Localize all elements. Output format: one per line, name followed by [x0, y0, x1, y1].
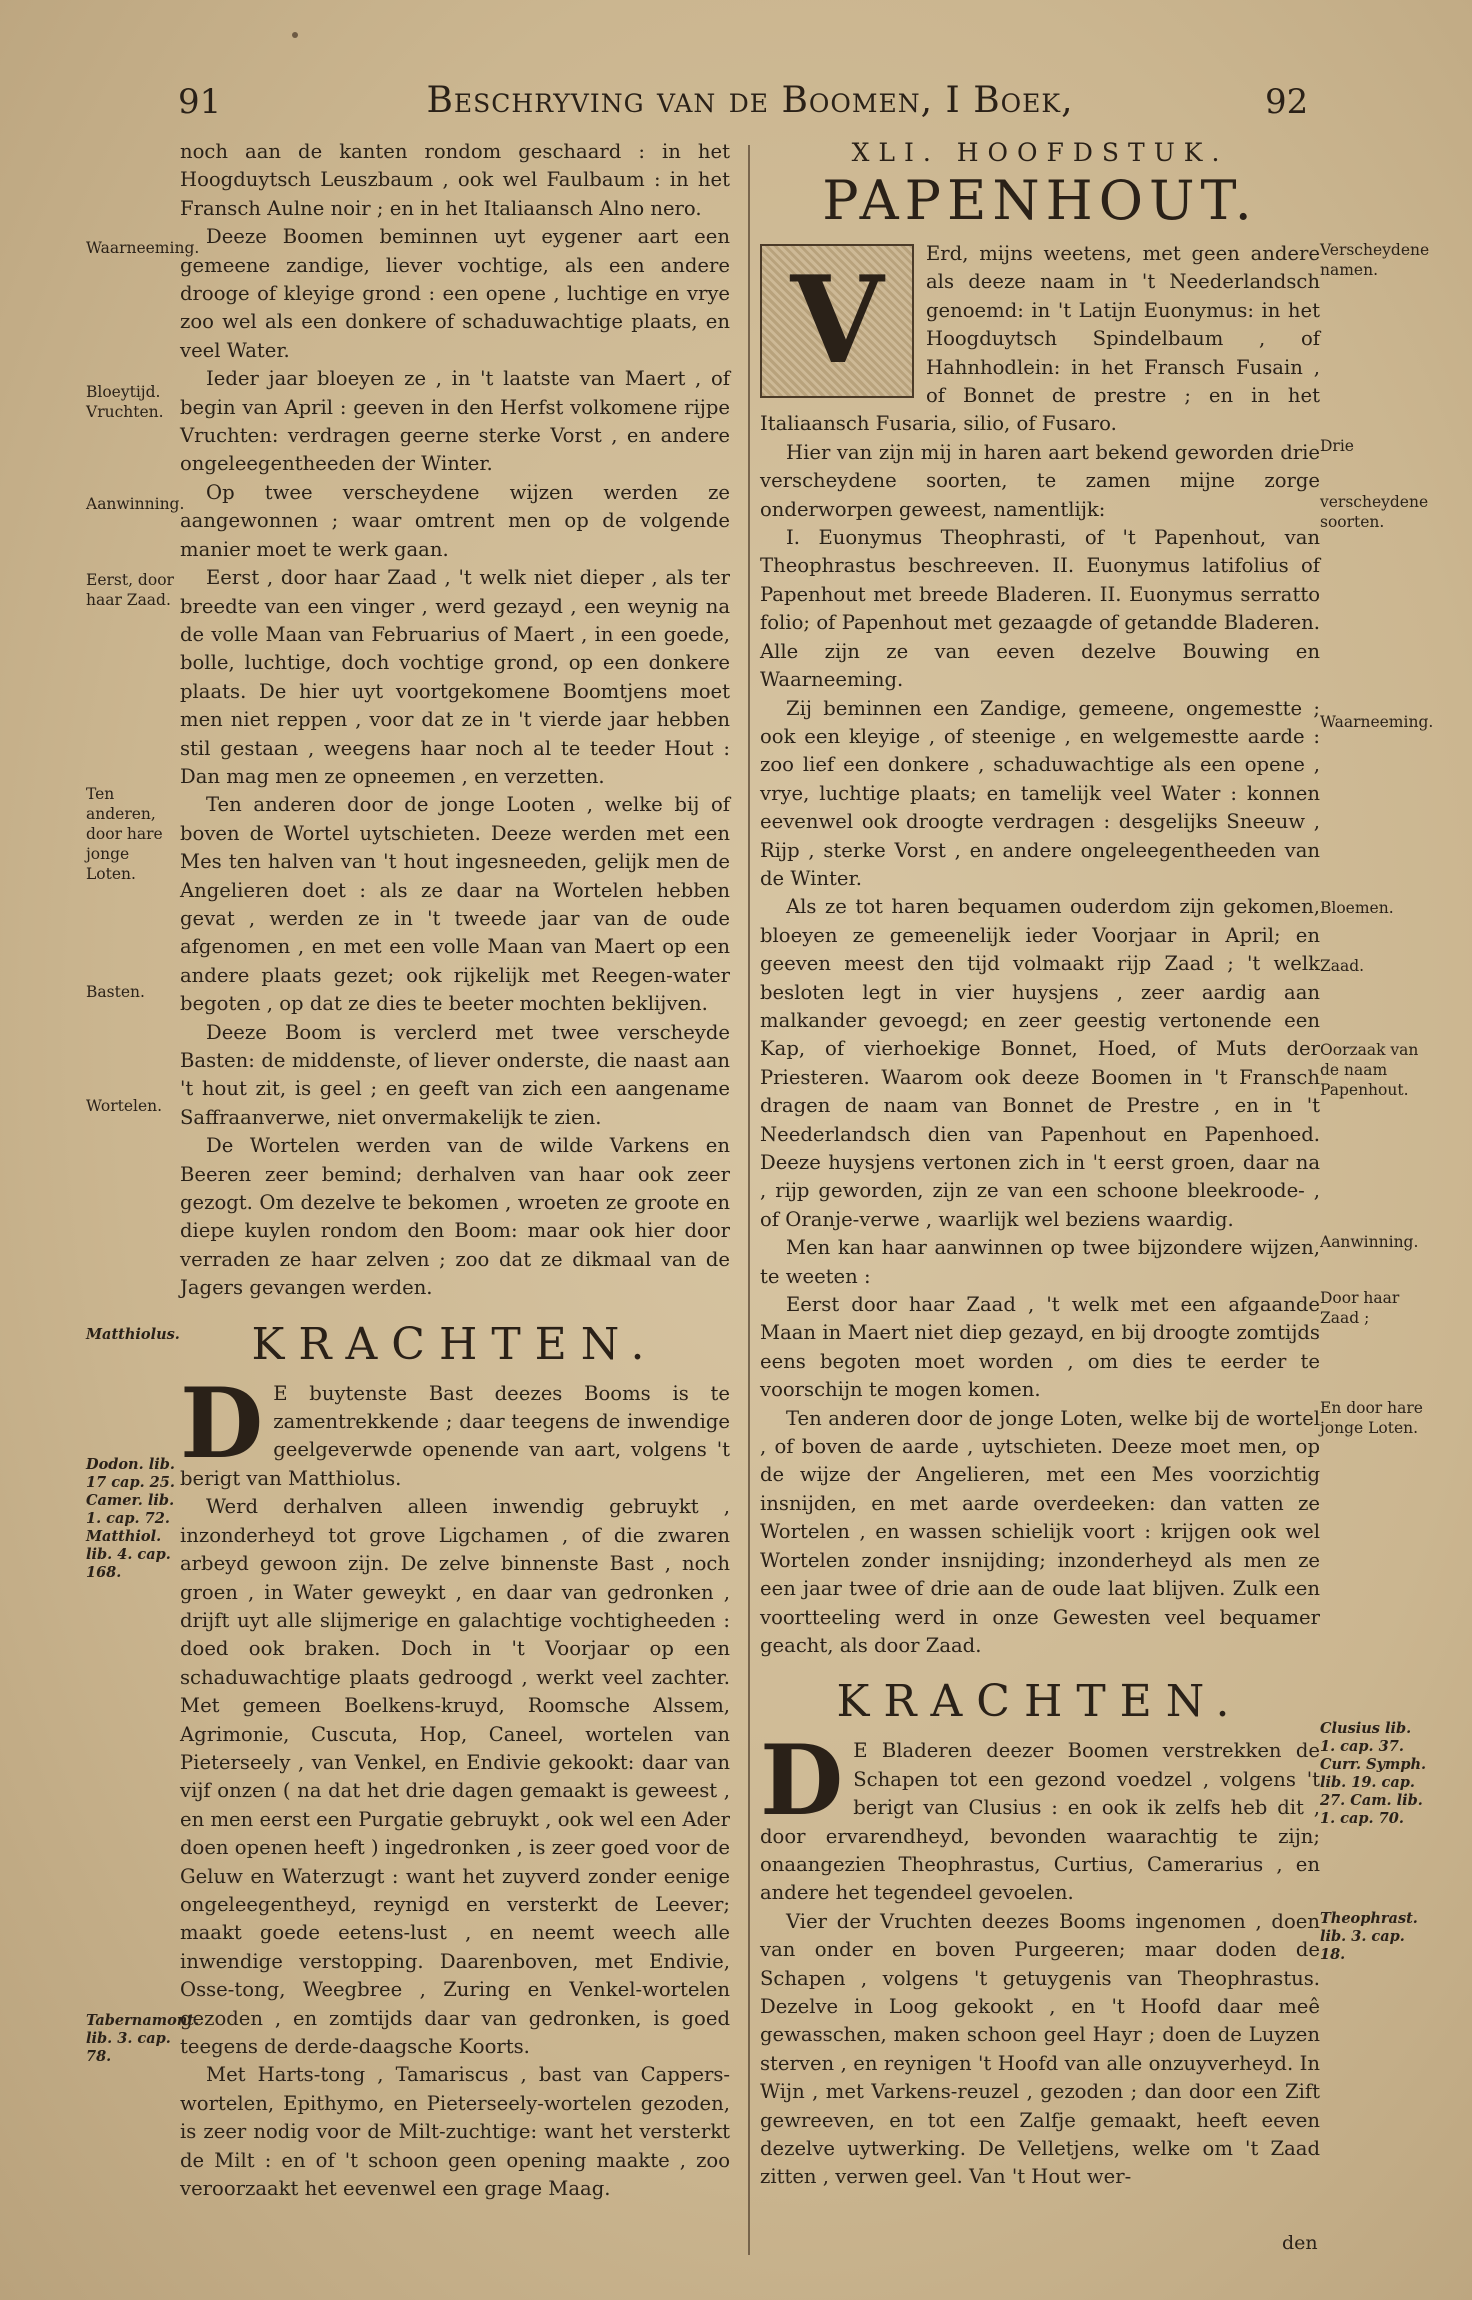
paragraph: Men kan haar aanwinnen op twee bijzondere wijzen, te weeten : — [760, 1236, 1320, 1288]
margin-note: Drie — [1320, 437, 1354, 455]
margin-note: Tabernamont. lib. 3. cap. 78. — [86, 2012, 200, 2065]
running-title: Beschryving van de Boomen, I Boek, — [426, 80, 1074, 121]
paragraph: Deeze Boom is verclerd met twee verscheyde Basten: de middenste, of liever onderste, die naast aan 't hout zit, is geel ; en geeft van zich een aangename Saffraanverwe, niet onvermakelijk te zien. — [180, 1020, 730, 1129]
margin-note: Aanwinning. — [1320, 1233, 1419, 1251]
paragraph — [760, 1724, 1320, 1907]
paragraph: Eerst , door haar Zaad , 't welk niet dieper , als ter breedte van een vinger , werd gezayd , een weynig na de volle Maan van Februarius of Maert , in een goede, bolle, luchtige, doch vochtige grond, op een donkere plaats. De hier uyt voortgekomene Boomtjens moet men niet reppen , voor dat ze in 't vierde jaar hebben stil gestaan , weegens haar noch al te teeder Hout : Dan mag men ze opneemen , en verzetten. — [180, 566, 730, 788]
paragraph: Eerst door haar Zaad , 't welk met een afgaande Maan in Maert niet diep gezayd, en bij droogte zomtijds eens begoten moet worden , om dies te eerder te voorschijn te mogen komen. — [760, 1293, 1320, 1402]
margin-note: Ten anderen, door hare jonge Loten. — [86, 785, 163, 883]
paragraph: Met Harts-tong , Tamariscus , bast van Cappers-wortelen, Epithymo, en Pieterseely-wortelen gezoden, is zeer nodig voor de Milt-zuchtige: want het versterkt de Milt : en of 't schoon geen opening maakte , zoo veroorzaakt het eevenwel een grage Maag. — [180, 2063, 730, 2201]
section-heading: KRACHTEN. — [836, 1676, 1244, 1728]
left-column — [180, 138, 730, 2203]
column-rule — [748, 145, 750, 2255]
paragraph-text: E buytenste Bast deezes Booms is te zamentrekkende ; daar teegens de inwendige geelgeverwde openende van aart, volgens 't berigt van Matthiolus. — [180, 1381, 730, 1490]
paragraph: Vier der Vruchten deezes Booms ingenomen , doen van onder en boven Purgeeren; maar doden de Schapen , volgens 't getuygenis van Theophrastus. Dezelve in Loog gekookt , en 't Hoofd daar meê gewasschen, maken schoon geel Hayr ; doen de Luyzen sterven , en reynigen 't Hoofd van alle onzuyverheyd. In Wijn , met Varkens-reuzel , gezoden ; dan door een Zift gewreeven, en tot een Zalfje gemaakt, heeft eeven dezelve uytwerking. De Velletjens, welke om 't Zaad zitten , verwen geel. Van 't Hout wer- — [760, 1909, 1320, 2189]
paragraph: Deeze Boomen beminnen uyt eygener aart een gemeene zandige, liever vochtige, als een andere drooge of kleyige grond : een opene , luchtige en vrye zoo wel als een donkere of schaduwachtige plaats, en veel Water. — [180, 225, 730, 362]
right-page-number: 92 — [1265, 82, 1309, 122]
paragraph: I. Euonymus Theophrasti, of 't Papenhout, van Theophrastus beschreeven. II. Euonymus latifolius of Papenhout met breede Bladeren. II. Euonymus serratto folio; of Papenhout met gezaagde of getandde Bladeren. Alle zijn ze van eeven dezelve Bouwing en Waarneeming. — [760, 526, 1320, 692]
margin-note: Matthiolus. — [86, 1326, 180, 1343]
paragraph: Zij beminnen een Zandige, gemeene, ongemestte ; ook een kleyige , of steenige , en welgemestte aarde : zoo lief een donkere , schaduwachtige als een opene , vrye, luchtige plaats; en tamelijk veel Water : konnen eevenwel ook droogte verdragen : desgelijks Sneeuw , Rijp , sterke Vorst , en andere ongeleegentheeden van de Winter. — [760, 696, 1320, 890]
chapter-number: XLI. HOOFDSTUK. — [851, 138, 1229, 167]
margin-note: Oorzaak van de naam Papenhout. — [1320, 1041, 1419, 1099]
margin-note: Door haar Zaad ; — [1320, 1289, 1400, 1327]
margin-note: Dodon. lib. 17 cap. 25. Camer. lib. 1. cap. 72. Matthiol. lib. 4. cap. 168. — [86, 1456, 175, 1581]
margin-note: Bloemen. — [1320, 899, 1394, 917]
margin-note: Wortelen. — [86, 1097, 163, 1115]
paragraph-text: Erd, mijns weetens, met geen andere als deeze naam in 't Neederlandsch genoemd: in 't Latijn Euonymus: in het Hoogduytsch Spindelbaum , of Hahnhodlein: in het Fransch Fusain , of Bonnet de prestre ; en in het Italiaansch Fusaria, silio, of Fusaro. — [760, 242, 1320, 436]
paragraph: noch aan de kanten rondom geschaard : in het Hoogduytsch Leuszbaum , ook wel Faulbaum : in het Fransch Aulne noir ; en in het Italiaansch Alno nero. — [180, 140, 730, 220]
margin-note: Basten. — [86, 983, 145, 1001]
left-page-number: 91 — [178, 82, 222, 122]
section-heading: KRACHTEN. — [251, 1318, 659, 1370]
paragraph: Ieder jaar bloeyen ze , in 't laatste van Maert , of begin van April : geeven in den Herfst volkomene rijpe Vruchten: verdragen geerne sterke Vorst , en andere ongeleegentheeden der Winter. — [180, 367, 730, 476]
paragraph: Als ze tot haren bequamen ouderdom zijn gekomen, bloeyen ze gemeenelijk ieder Voorjaar in April; en geeven meest den tijd volmaakt rijp Zaad ; 't welk besloten legt in vier huysjens , zeer aardig aan malkander gevoegd; en zeer geestig vertonende een Kap, of vierhoekige Bonnet, Hoed, of Muts der Priesteren. Waarom ook deeze Boomen in 't Fransch dragen de naam van Bonnet de Prestre , en in 't Neederlandsch dien van Papenhout en Papenhoed. Deeze huysjens vertonen zich in 't eerst groen, daar na , rijp geworden, zijn ze van een schoone bleekroode- , of Oranje-verwe , waarlijk wel beziens waardig. — [760, 895, 1320, 1231]
paragraph: Ten anderen door de jonge Looten , welke bij of boven de Wortel uytschieten. Deeze werden met een Mes ten halven van 't hout ingesneeden, gelijk men de Angelieren doet : als ze daar na Wortelen hebben gevat , werden ze in 't tweede jaar van de oude afgenomen , en met een volle Maan van Maert op een andere plaats gezet; ook rijkelijk met Reegen-water begoten , op dat ze dies te beeter mochten beklijven. — [180, 793, 730, 1016]
drop-cap: D — [180, 1366, 264, 1480]
margin-note: En door hare jonge Loten. — [1320, 1399, 1423, 1437]
paragraph — [760, 240, 1320, 439]
paragraph: Werd derhalven alleen inwendig gebruykt , inzonderheyd tot grove Ligchamen , of die zwaren arbeyd gewoon zijn. De zelve binnenste Bast , noch groen , in Water geweykt , en daar van gedronken , drijft uyt alle slijmerige en galachtige vochtigheeden : doed ook braken. Doch in 't Voorjaar op een schaduwachtige plaats gedroogd , werkt veel zachter. Met gemeen Boelkens-kruyd, Roomsche Alssem, Agrimonie, Cuscuta, Hop, Caneel, wortelen van Pieterseely , van Venkel, en Endivie gekookt: daar van vijf onzen ( na dat het drie dagen gemaakt is geweest , en men eerst een Purgatie gebruykt , ook wel een Ader doen openen heeft ) ingedronken , is zeer goed voor de Geluw en Waterzugt : want het zuyverd zonder eenige ongeleegentheyd, reynigd en versterkt de Leever; maakt goede eetens-lust , en neemt weech alle inwendige verstopping. Daarenboven, met Endivie, Osse-tong, Weegbree , Zuring en Venkel-wortelen gezoden , en zomtijds daar van gedronken, is goed teegens de derde-daagsche Koorts. — [180, 1495, 730, 2058]
right-column — [760, 138, 1320, 2192]
margin-note: verscheydene soorten. — [1320, 493, 1429, 531]
margin-note: Eerst, door haar Zaad. — [86, 571, 174, 609]
paragraph: Hier van zijn mij in haren aart bekend geworden drie verscheydene soorten, te zamen mijne zorge onderworpen geweest, namentlijk: — [760, 440, 1320, 521]
margin-note: Verscheydene namen. — [1320, 241, 1430, 279]
paragraph: Op twee verscheydene wijzen werden ze aangewonnen ; waar omtrent men op de volgende manier moet te werk gaan. — [180, 480, 730, 561]
paragraph — [180, 1366, 730, 1494]
margin-note: Waarneeming. — [86, 239, 200, 257]
catchword: den — [1282, 2232, 1318, 2254]
margin-note: Zaad. — [1320, 957, 1365, 975]
chapter-title: PAPENHOUT. — [822, 169, 1258, 232]
margin-note: Bloeytijd. Vruchten. — [86, 383, 164, 421]
paragraph-text: E Bladeren deezer Boomen verstrekken de Schapen tot een gezond voedzel , volgens 't berigt van Clusius : en ook ik zelfs heb dit , door ervarendheyd, bevonden waarachtig te zijn; onaangezien Theophrastus, Curtius, Camerarius , en andere het tegendeel gevoelen. — [760, 1739, 1320, 1905]
margin-note: Theophrast. lib. 3. cap. 18. — [1320, 1910, 1418, 1963]
margin-note: Clusius lib. 1. cap. 37. Curr. Symph. lib. 19. cap. 27. Cam. lib. 1. cap. 70. — [1320, 1720, 1427, 1827]
paragraph: Ten anderen door de jonge Loten, welke bij de wortel , of boven de aarde , uytschieten. Deeze moet men, op de wijze der Angelieren, met een Mes voorzichtig insnijden, en met aarde overdeeken: dan vatten ze Wortelen , en wassen schielijk voort : krijgen ook wel Wortelen zonder insnijding; inzonderheyd als men ze een jaar twee of drie aan de oude laat blijven. Zulk een voortteeling werd in onze Gewesten veel bequamer geacht, als door Zaad. — [760, 1406, 1320, 1657]
ink-speck — [292, 32, 298, 38]
drop-cap: D — [760, 1724, 844, 1838]
margin-note: Aanwinning. — [86, 495, 185, 513]
margin-note: Waarneeming. — [1320, 713, 1434, 731]
ornamental-drop-cap: V — [760, 244, 914, 398]
page-header — [0, 82, 1472, 132]
paragraph: De Wortelen werden van de wilde Varkens en Beeren zeer bemind; derhalven van haar ook zeer gezogt. Om dezelve te bekomen , wroeten ze groote en diepe kuylen rondom den Boom: maar ook hier door verraden ze haar zelven ; zoo dat ze dikmaal van de Jagers gevangen werden. — [180, 1134, 730, 1300]
